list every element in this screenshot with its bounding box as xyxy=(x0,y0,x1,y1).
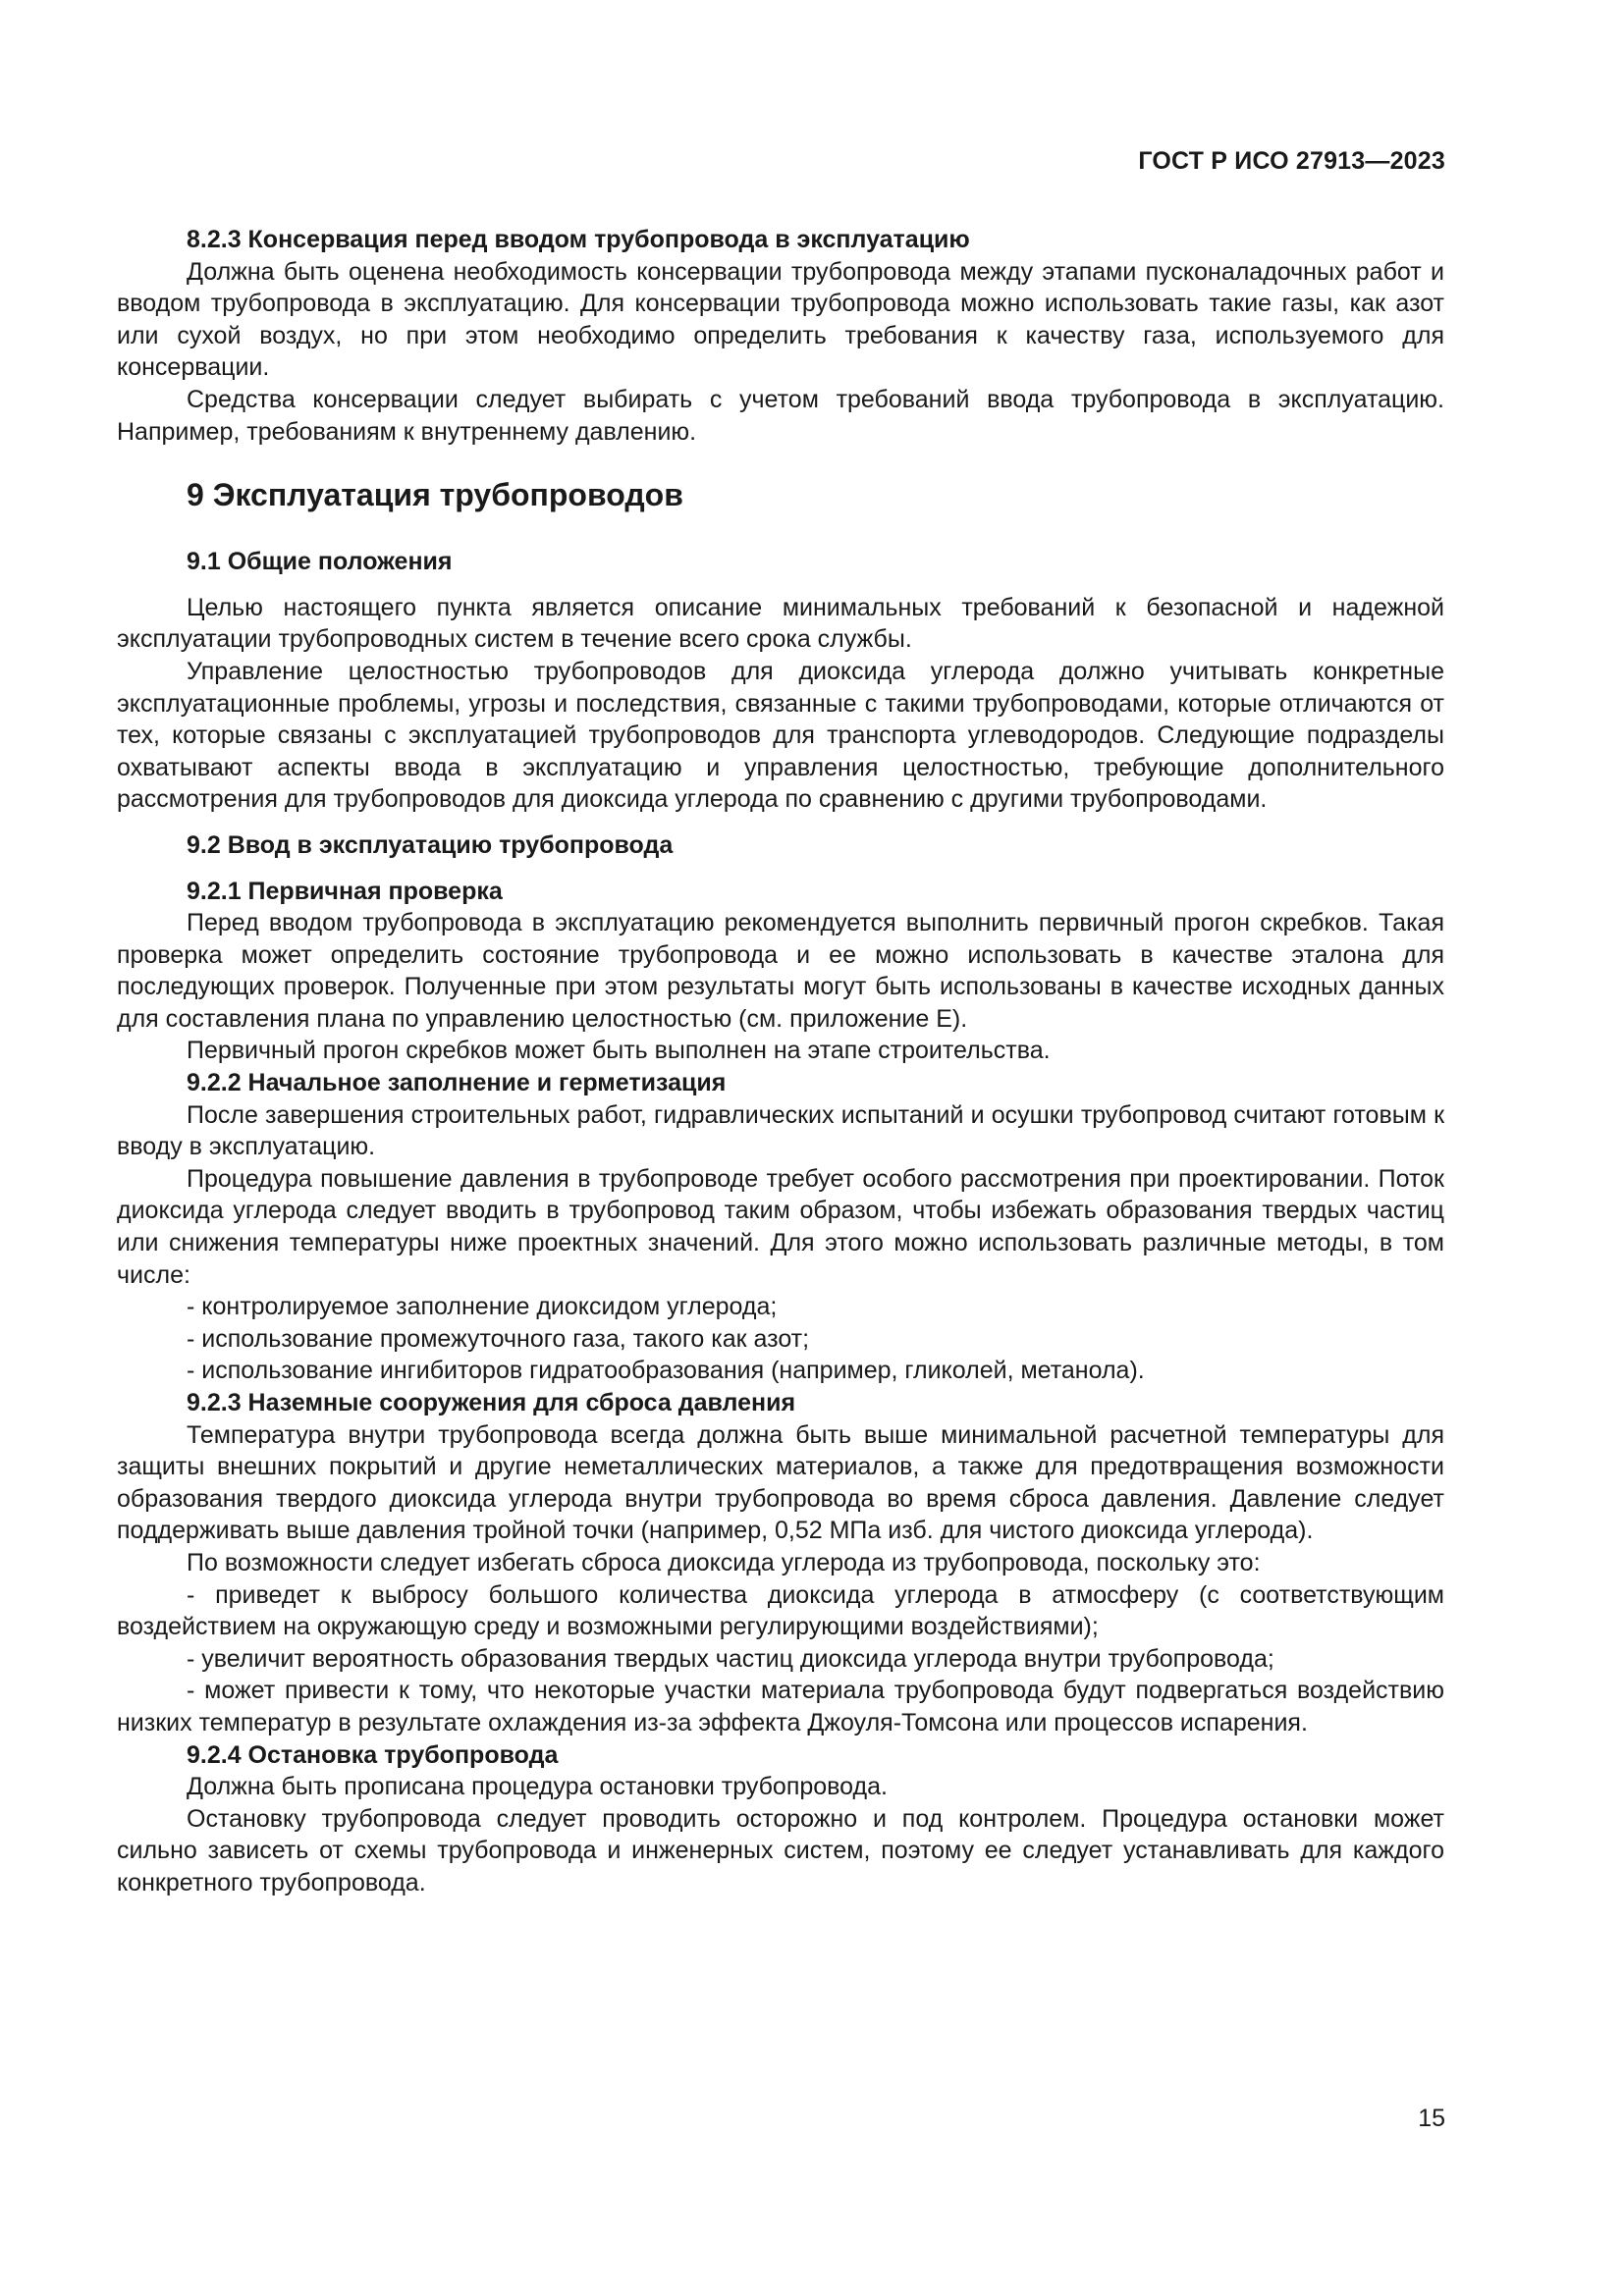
section-9-2-3-heading: 9.2.3 Наземные сооружения для сброса давления xyxy=(187,1389,796,1416)
section-8-2-3-heading: 8.2.3 Консервация перед вводом трубопровода в эксплуатацию xyxy=(187,226,970,253)
section-9-2-3-paragraph-1: Температура внутри трубопровода всегда должна быть выше минимальной расчетной температуры для защиты внешних покрытий и другие неметаллических материалов, а также для предотвращения возможности образования твердого диоксида углерода внутри трубопровода во время сброса давления. Давление следует поддерживать выше давления тройной точки (например, 0,52 МПа изб. для чистого диоксида углерода). xyxy=(117,1420,1444,1545)
section-9-heading: 9 Эксплуатация трубопроводов xyxy=(187,477,683,513)
section-9-2-4-paragraph-2: Остановку трубопровода следует проводить осторожно и под контролем. Процедура остановки может сильно зависеть от схемы трубопровода и инженерных систем, поэтому ее следует устанавливать для каждого конкретного трубопровода. xyxy=(117,1804,1444,1896)
section-9-1-paragraph-1: Целью настоящего пункта является описание минимальных требований к безопасной и надежной эксплуатации трубопроводных систем в течение всего срока службы. xyxy=(117,593,1444,654)
section-9-2-heading: 9.2 Ввод в эксплуатацию трубопровода xyxy=(187,830,674,859)
section-9-1-heading: 9.1 Общие положения xyxy=(187,548,453,576)
document-standard-id: ГОСТ Р ИСО 27913—2023 xyxy=(1138,147,1445,175)
section-8-2-3-paragraph-2: Средства консервации следует выбирать с учетом требований ввода трубопровода в эксплуатацию. Например, требованиям к внутреннему давлению. xyxy=(117,385,1444,446)
section-9-2-2-paragraph-1: После завершения строительных работ, гидравлических испытаний и осушки трубопровод считают готовым к вводу в эксплуатацию. xyxy=(117,1100,1444,1161)
section-9-2-4-paragraph-1: Должна быть прописана процедура остановки трубопровода. xyxy=(187,1773,888,1801)
list-item: - использование ингибиторов гидратообразования (например, гликолей, метанола). xyxy=(187,1357,1145,1385)
section-8-2-3-paragraph-1: Должна быть оценена необходимость консервации трубопровода между этапами пусконаладочных работ и вводом трубопровода в эксплуатацию. Для консервации трубопровода можно использовать такие газы, как азот или сухой воздух, но при этом необходимо определить требования к качеству газа, используемого для консервации. xyxy=(117,257,1444,382)
section-9-2-1-paragraph-2: Первичный прогон скребков может быть выполнен на этапе строительства. xyxy=(187,1037,1051,1065)
section-9-2-1-paragraph-1: Перед вводом трубопровода в эксплуатацию рекомендуется выполнить первичный прогон скребков. Такая проверка может определить состояние трубопровода и ее можно использовать в качестве эталона для последующих проверок. Полученные при этом результаты могут быть использованы в качестве исходных данных для составления плана по управлению целостностью (см. приложение Е). xyxy=(117,909,1444,1033)
list-item: - увеличит вероятность образования твердых частиц диоксида углерода внутри трубопровода; xyxy=(187,1644,1274,1673)
section-9-2-4-heading: 9.2.4 Остановка трубопровода xyxy=(187,1740,559,1769)
list-item: - может привести к тому, что некоторые участки материала трубопровода будут подвергаться воздействию низких температур в результате охлаждения из-за эффекта Джоуля-Томсона или процессов испарения. xyxy=(117,1677,1444,1736)
list-item: - использование промежуточного газа, такого как азот; xyxy=(187,1324,810,1353)
section-9-2-3-paragraph-2: По возможности следует избегать сброса диоксида углерода из трубопровода, поскольку это: xyxy=(187,1548,1261,1576)
section-9-2-2-heading: 9.2.2 Начальное заполнение и герметизация xyxy=(187,1069,727,1097)
section-9-1-paragraph-2: Управление целостностью трубопроводов для диоксида углерода должно учитывать конкретные эксплуатационные проблемы, угрозы и последствия, связанные с такими трубопроводами, которые отличаются от тех, которые связаны с эксплуатацией трубопроводов для транспорта углеводородов. Следующие подразделы охватывают аспекты ввода в эксплуатацию и управления целостностью, требующие дополнительного рассмотрения для трубопроводов для диоксида углерода по сравнению с другими трубопроводами. xyxy=(117,657,1444,814)
section-9-2-2-paragraph-2: Процедура повышение давления в трубопроводе требует особого рассмотрения при проектировании. Поток диоксида углерода следует вводить в трубопровод таким образом, чтобы избежать образования твердых частиц или снижения температуры ниже проектных значений. Для этого можно использовать различные методы, в том числе: xyxy=(117,1164,1444,1289)
page-number: 15 xyxy=(1418,2105,1445,2132)
list-item: - приведет к выбросу большого количества диоксида углерода в атмосферу (с соответствующим воздействием на окружающую среду и возможными регулирующими воздействиями); xyxy=(117,1580,1444,1641)
section-9-2-1-heading: 9.2.1 Первичная проверка xyxy=(187,877,503,905)
document-body xyxy=(117,224,1444,1899)
list-item: - контролируемое заполнение диоксидом углерода; xyxy=(187,1293,778,1321)
